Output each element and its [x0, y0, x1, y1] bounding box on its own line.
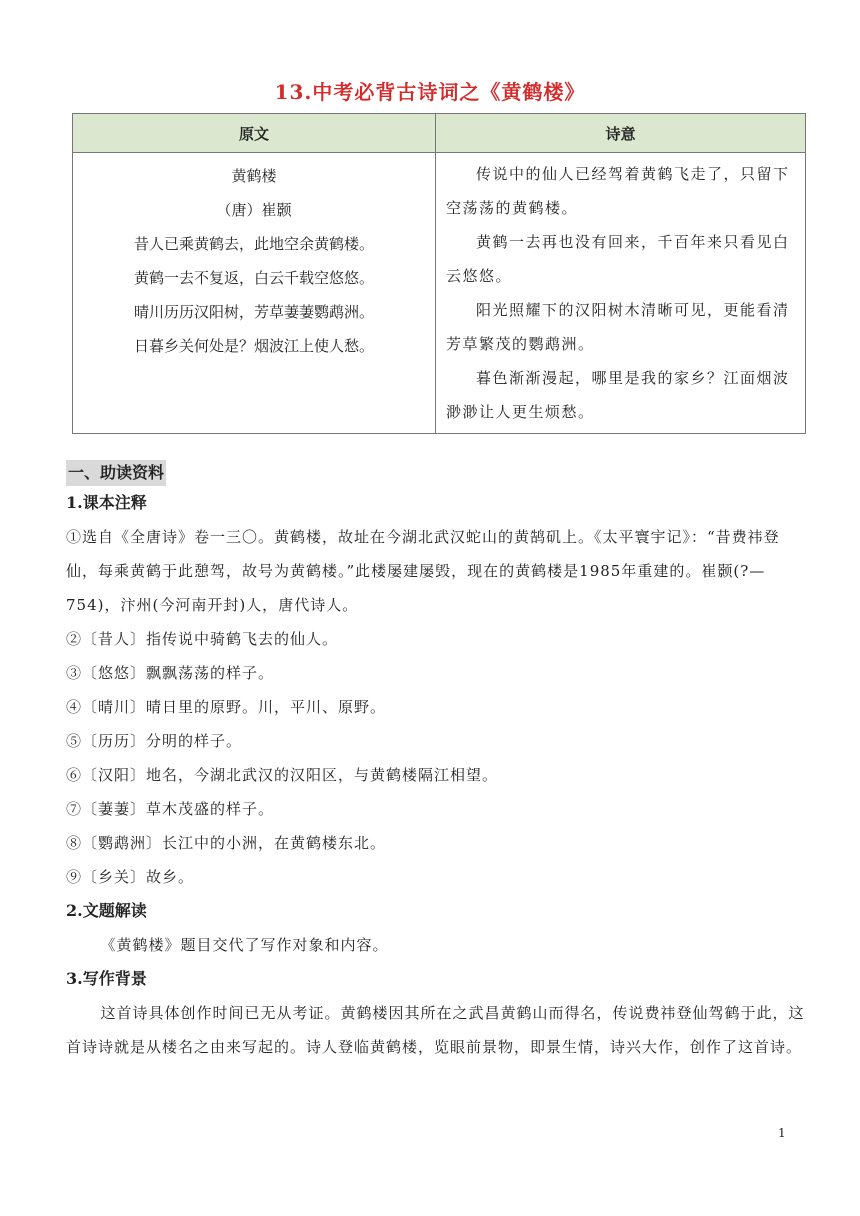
reading-materials	[66, 460, 806, 1064]
background-text: 这首诗具体创作时间已无从考证。黄鹤楼因其所在之武昌黄鹤山而得名，传说费祎登仙驾鹤于此，这首诗诗就是从楼名之由来写起的。诗人登临黄鹤楼，览眼前景物，即景生情，诗兴大作，创作了这首诗。	[66, 1004, 805, 1056]
translation-line: 阳光照耀下的汉阳树木清晰可见，更能看清芳草繁茂的鹦鹉洲。	[446, 301, 790, 353]
list-item: ⑥〔汉阳〕地名，今湖北武汉的汉阳区，与黄鹤楼隔江相望。	[66, 766, 499, 784]
title-reading-text: 《黄鹤楼》题目交代了写作对象和内容。	[100, 936, 389, 954]
translation-line: 暮色渐渐漫起，哪里是我的家乡？江面烟波渺渺让人更生烦愁。	[446, 369, 790, 421]
notes-list	[66, 520, 806, 894]
table-row	[73, 153, 806, 434]
title-reading-heading: 2.文题解读	[66, 901, 147, 920]
list-item: ⑧〔鹦鹉洲〕长江中的小洲，在黄鹤楼东北。	[66, 834, 387, 852]
poem-table	[72, 113, 806, 434]
poem-line: 晴川历历汉阳树，芳草萋萋鹦鹉洲。	[133, 303, 374, 321]
translation-line: 黄鹤一去再也没有回来，千百年来只看见白云悠悠。	[446, 233, 790, 285]
list-item: ③〔悠悠〕飘飘荡荡的样子。	[66, 664, 275, 682]
translation-cell	[436, 153, 806, 434]
list-item: ⑤〔历历〕分明的样子。	[66, 732, 243, 750]
original-cell	[73, 153, 436, 434]
list-item: ⑨〔乡关〕故乡。	[66, 868, 195, 886]
notes-heading: 1.课本注释	[66, 493, 147, 512]
page-title: 13.中考必背古诗词之《黄鹤楼》	[274, 80, 586, 104]
background-heading: 3.写作背景	[66, 969, 147, 988]
list-item: ⑦〔萋萋〕草木茂盛的样子。	[66, 800, 275, 818]
page-number: 1	[778, 1126, 786, 1140]
poem-line: 黄鹤一去不复返，白云千载空悠悠。	[133, 269, 374, 287]
translation-line: 传说中的仙人已经驾着黄鹤飞走了，只留下空荡荡的黄鹤楼。	[446, 165, 790, 217]
list-item: ②〔昔人〕指传说中骑鹤飞去的仙人。	[66, 630, 339, 648]
section-heading: 一、助读资料	[66, 460, 166, 486]
poem-line: 昔人已乘黄鹤去，此地空余黄鹤楼。	[133, 235, 374, 253]
list-item: ①选自《全唐诗》卷一三〇。黄鹤楼，故址在今湖北武汉蛇山的黄鹄矶上。《太平寰宇记》：“昔费祎登仙，每乘黄鹤于此憩驾，故号为黄鹤楼。”此楼屡建屡毁，现在的黄鹤楼是1985年重建的。崔颢(?—754)，汴州(今河南开封)人，唐代诗人。	[66, 528, 780, 614]
list-item: ④〔晴川〕晴日里的原野。川，平川、原野。	[66, 698, 387, 716]
table-header-row	[73, 114, 806, 153]
poem-line: 日暮乡关何处是？烟波江上使人愁。	[133, 337, 374, 355]
poem-title: 黄鹤楼	[231, 167, 277, 185]
header-translation: 诗意	[436, 114, 806, 153]
poem-author: （唐）崔颢	[216, 201, 292, 219]
header-original: 原文	[73, 114, 436, 153]
